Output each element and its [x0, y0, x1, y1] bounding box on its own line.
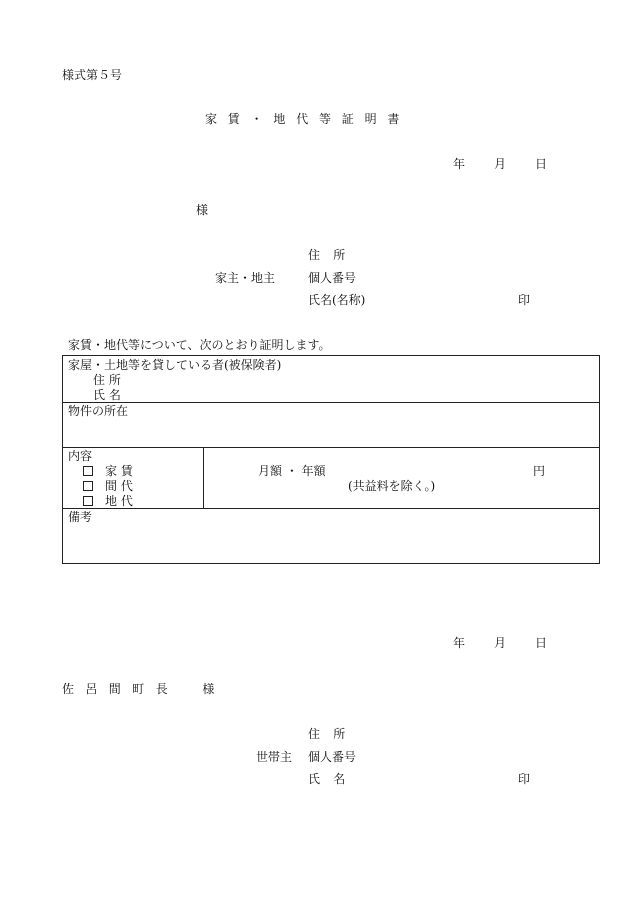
content-label: 内容 — [68, 449, 93, 463]
tenant-name-label: 氏 名 — [93, 388, 121, 402]
year-label: 年 — [453, 157, 466, 171]
month-label: 月 — [494, 157, 507, 171]
landlord-address-label: 住所 — [308, 248, 359, 262]
option-rent-label: 家 賃 — [105, 464, 133, 478]
checkbox-icon[interactable] — [83, 481, 93, 491]
landlord-role-label: 家主・地主 — [215, 271, 276, 285]
property-location-label: 物件の所在 — [68, 404, 129, 418]
tenant-address-label: 住 所 — [93, 373, 121, 387]
option-rent[interactable] — [83, 464, 133, 478]
amount-note: (共益料を除く。) — [348, 479, 436, 493]
tenant-row — [63, 356, 599, 403]
day-label: 日 — [535, 636, 548, 650]
remarks-label: 備考 — [68, 510, 93, 524]
option-room-rent[interactable] — [83, 479, 133, 493]
option-land-rent-label: 地 代 — [105, 494, 133, 508]
form-number: 様式第５号 — [62, 68, 123, 82]
month-label: 月 — [494, 636, 507, 650]
mayor-addressee: 佐呂間町長 様 — [62, 682, 226, 696]
option-land-rent[interactable] — [83, 494, 133, 508]
yen-unit: 円 — [533, 464, 546, 478]
householder-id-label: 個人番号 — [308, 750, 357, 764]
checkbox-icon[interactable] — [83, 496, 93, 506]
content-divider — [203, 448, 204, 508]
checkbox-icon[interactable] — [83, 466, 93, 476]
day-label: 日 — [535, 157, 548, 171]
property-row — [63, 403, 599, 448]
landlord-seal-mark: 印 — [518, 293, 531, 307]
certificate-table — [62, 355, 600, 564]
landlord-name-label: 氏名(名称) — [308, 293, 366, 307]
remarks-row — [63, 509, 599, 563]
landlord-id-label: 個人番号 — [308, 271, 357, 285]
tenant-header: 家屋・土地等を貸している者(被保険者) — [68, 358, 282, 372]
householder-role-label: 世帯主 — [256, 750, 293, 764]
content-row — [63, 448, 599, 509]
amount-label: 月額 ・ 年額 — [258, 464, 326, 478]
householder-address-label: 住所 — [308, 727, 359, 741]
addressee-honorific: 様 — [196, 203, 209, 217]
year-label: 年 — [453, 636, 466, 650]
document-title: 家賃・地代等証明書 — [205, 112, 411, 126]
intro-statement: 家賃・地代等について、次のとおり証明します。 — [68, 338, 331, 352]
householder-name-label: 氏名 — [308, 772, 359, 786]
option-room-rent-label: 間 代 — [105, 479, 133, 493]
householder-seal-mark: 印 — [518, 772, 531, 786]
